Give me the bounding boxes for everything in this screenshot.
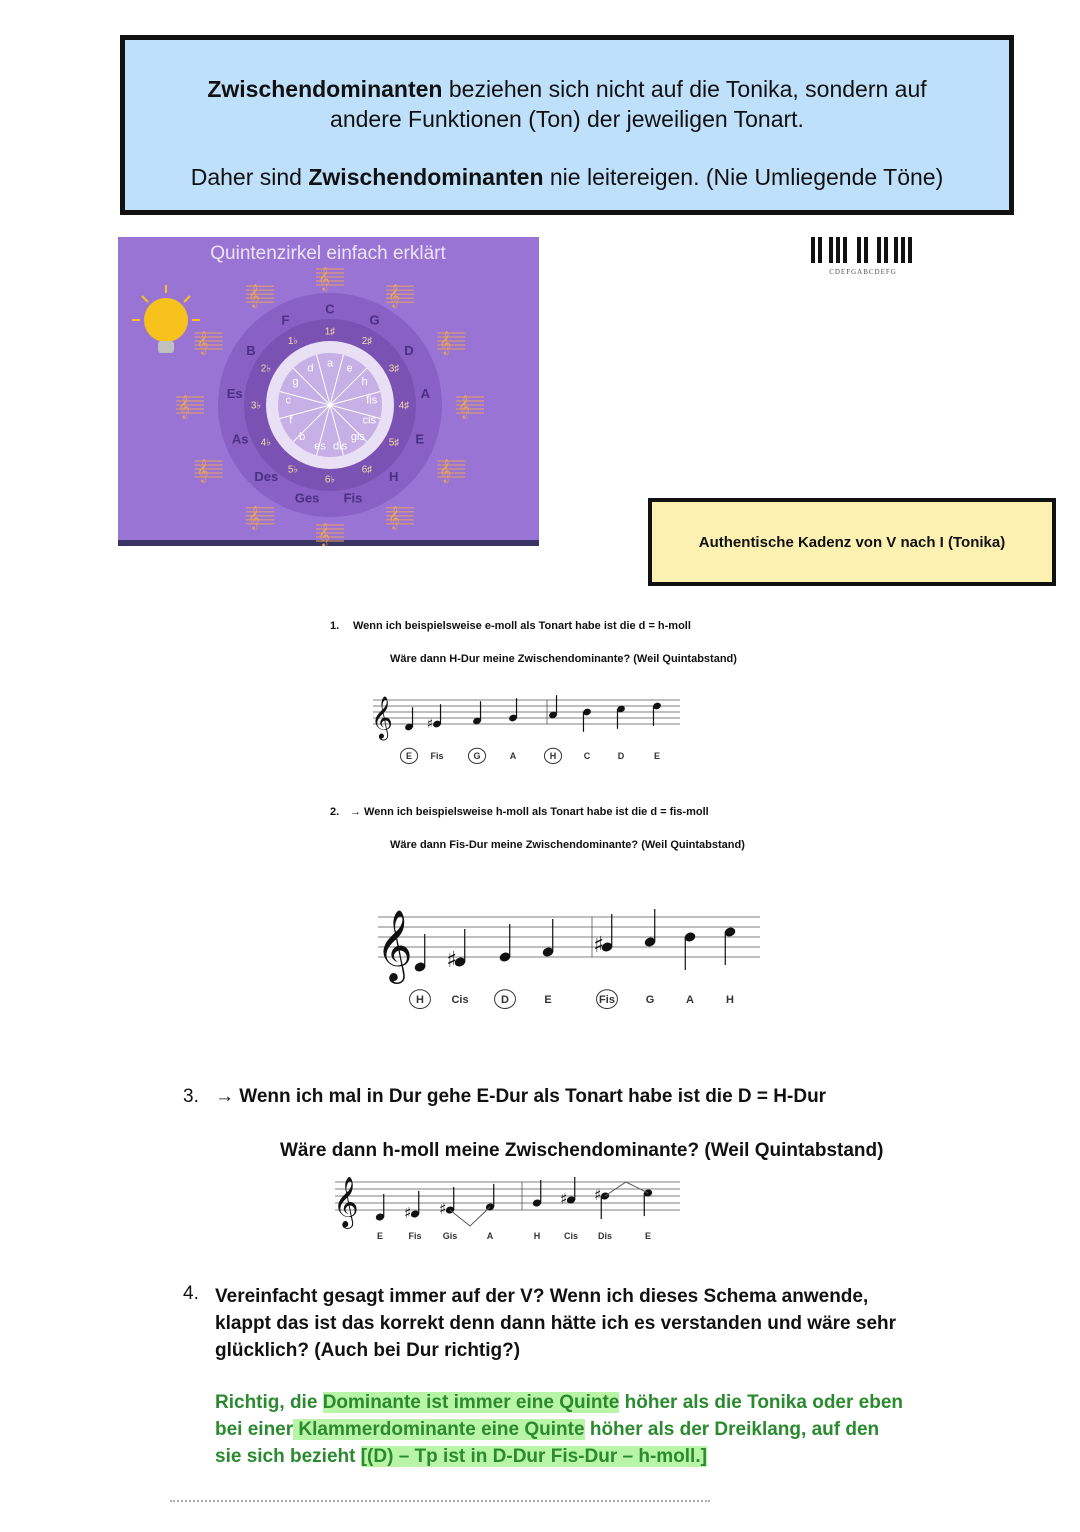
answer-a1: Richtig, die [215,1392,323,1413]
accidental-label: 2♭ [260,363,272,375]
staff-2 [370,905,770,1020]
accidental-label: 3♭ [250,400,262,412]
accidental-label: 3♯ [388,363,400,375]
treble-clef-icon: 𝄞 [196,330,209,354]
note-label: D [617,751,625,761]
treble-clef-icon: 𝄞 [248,283,260,308]
accidental-label: 1♯ [324,326,336,338]
minor-key-label: dis [333,440,348,453]
minor-key-label: a [326,357,334,370]
answer-a3-highlight: [(D) – Tp ist in D-Dur Fis-Dur – h-moll.] [360,1446,707,1467]
sharp-icon: ♯ [404,1204,412,1223]
treble-clef-icon: 𝄞 [439,330,452,354]
note-label: E [405,751,413,761]
piano-keys-icon [805,237,923,281]
info-term-2: Zwischendominanten [308,164,544,190]
accidental-label: 5♭ [287,464,299,476]
treble-clef-icon: 𝄞 [388,504,400,529]
treble-clef-icon: 𝄞 [318,266,330,290]
question4-line3: glücklich? (Auch bei Dur richtig?) [215,1340,521,1361]
sharp-icon: ♯ [446,948,457,974]
note-label: H [549,751,557,761]
sharp-icon: ♯ [439,1200,447,1219]
circle-of-fifths-image [118,237,539,546]
example1-num: 1. [330,620,340,632]
minor-key-label: cis [362,414,376,427]
major-key-label: C [325,301,335,317]
note-label: Cis [451,994,469,1006]
lightbulb-icon [132,285,200,353]
minor-key-label: e [346,362,353,375]
note-label: Cis [563,1231,579,1241]
info-line1: beziehen sich nicht auf die Tonika, sondern auf [442,76,927,102]
treble-clef-icon: 𝄞 [333,1177,359,1228]
treble-clef-icon: 𝄞 [376,908,413,981]
example2-num: 2. [330,806,340,818]
example2-line2: Wäre dann Fis-Dur meine Zwischendominante? (Weil Quintabstand) [390,839,745,851]
note-label: Gis [442,1231,458,1241]
note-label: H [416,994,424,1006]
major-key-label: B [246,342,256,358]
accidental-label: 4♯ [398,400,410,412]
minor-key-label: c [285,394,292,407]
note-label: G [645,994,655,1006]
note-label: Fis [408,1231,422,1241]
treble-clef-icon: 𝄞 [371,694,393,739]
major-key-label: Des [254,469,279,485]
answer-a3: sie sich bezieht [215,1446,361,1467]
minor-key-label: b [299,431,306,444]
minor-key-label: d [307,362,314,375]
info-box [120,35,1014,215]
sharp-icon: ♯ [560,1190,568,1209]
note-label: H [726,994,734,1006]
cadence-box [648,498,1056,586]
circle-svg [118,237,539,546]
info-line3-pre: Daher sind [190,164,309,190]
treble-clef-icon: 𝄞 [318,522,330,546]
major-key-label: Fis [343,490,363,506]
note-label: H [533,1231,541,1241]
major-key-label: D [404,342,414,358]
answer-a2: bei einer [215,1419,294,1440]
major-key-label: F [281,312,290,328]
answer-a2-highlight: Klammerdominante eine Quinte [293,1419,585,1440]
cutoff-line [170,1500,710,1504]
accidental-label: 6♭ [324,474,336,486]
info-line3: nie leitereigen. (Nie Umliegende Töne) [543,164,944,190]
question4-line1: Vereinfacht gesagt immer auf der V? Wenn ich dieses Schema anwende, [215,1286,869,1307]
question4-num: 4. [183,1283,199,1304]
major-key-label: A [420,385,430,401]
sharp-icon: ♯ [426,716,434,732]
keyboard-label: CDEFGABCDEFG [829,268,897,276]
major-key-label: Es [226,385,243,401]
info-line2: andere Funktionen (Ton) der jeweiligen Tonart. [330,106,804,132]
info-term: Zwischendominanten [207,76,443,102]
minor-key-label: es [314,440,326,453]
note-label: Fis [430,751,444,761]
example3-line1: → Wenn ich mal in Dur gehe E-Dur als Tonart habe ist die D = H-Dur [215,1086,827,1107]
note-label: E [653,751,661,761]
example3-num: 3. [183,1086,199,1107]
note-label: Dis [597,1231,613,1241]
minor-key-label: g [292,375,299,388]
note-label: C [583,751,591,761]
major-key-label: E [415,431,425,447]
staff-1 [365,688,685,768]
treble-clef-icon: 𝄞 [388,283,400,308]
major-key-label: Ges [294,490,320,506]
treble-clef-icon: 𝄞 [178,394,190,418]
treble-clef-icon: 𝄞 [248,504,260,529]
example3-line2: Wäre dann h-moll meine Zwischendominante? (Weil Quintabstand) [280,1140,884,1161]
major-key-label: H [388,469,399,485]
treble-clef-icon: 𝄞 [458,394,470,418]
treble-clef-icon: 𝄞 [196,458,209,482]
staff-3 [330,1170,690,1245]
answer-a1-rest: höher als die Tonika oder eben [619,1392,904,1413]
note-label: A [686,994,694,1006]
question4-line2: klappt das ist das korrekt denn dann hätte ich es verstanden und wäre sehr [215,1313,897,1334]
note-label: E [644,1231,652,1241]
note-label: Fis [599,994,615,1006]
answer-block [215,1389,903,1470]
answer-a2-rest: höher als der Dreiklang, auf den [584,1419,880,1440]
accidental-label: 6♯ [361,464,373,476]
answer-a1-highlight: Dominante ist immer eine Quinte [322,1392,620,1413]
note-label: E [544,994,552,1006]
accidental-label: 2♯ [361,336,373,348]
note-label: A [486,1231,494,1241]
sharp-icon: ♯ [593,933,604,959]
accidental-label: 5♯ [388,437,400,449]
keyboard-image [805,237,923,281]
minor-key-label: h [361,375,368,388]
sharp-icon: ♯ [594,1186,602,1205]
note-label: G [473,751,481,761]
minor-key-label: gis [350,431,365,444]
example1-line2: Wäre dann H-Dur meine Zwischendominante? (Weil Quintabstand) [390,653,737,665]
note-label: E [376,1231,384,1241]
minor-key-label: fis [366,394,378,407]
major-key-label: G [369,312,380,328]
note-label: D [501,994,509,1006]
major-key-label: As [231,431,249,447]
minor-key-label: f [289,414,293,427]
example1-line1: Wenn ich beispielsweise e-moll als Tonart habe ist die d = h-moll [353,620,691,632]
cadence-text: Authentische Kadenz von V nach I (Tonika) [698,533,1006,551]
treble-clef-icon: 𝄞 [439,458,452,482]
accidental-label: 4♭ [260,437,272,449]
example2-line1: → Wenn ich beispielsweise h-moll als Tonart habe ist die d = fis-moll [350,806,709,818]
accidental-label: 1♭ [287,336,299,348]
circle-title: Quintenzirkel einfach erklärt [210,243,446,264]
question4-text [215,1283,896,1364]
note-label: A [509,751,517,761]
